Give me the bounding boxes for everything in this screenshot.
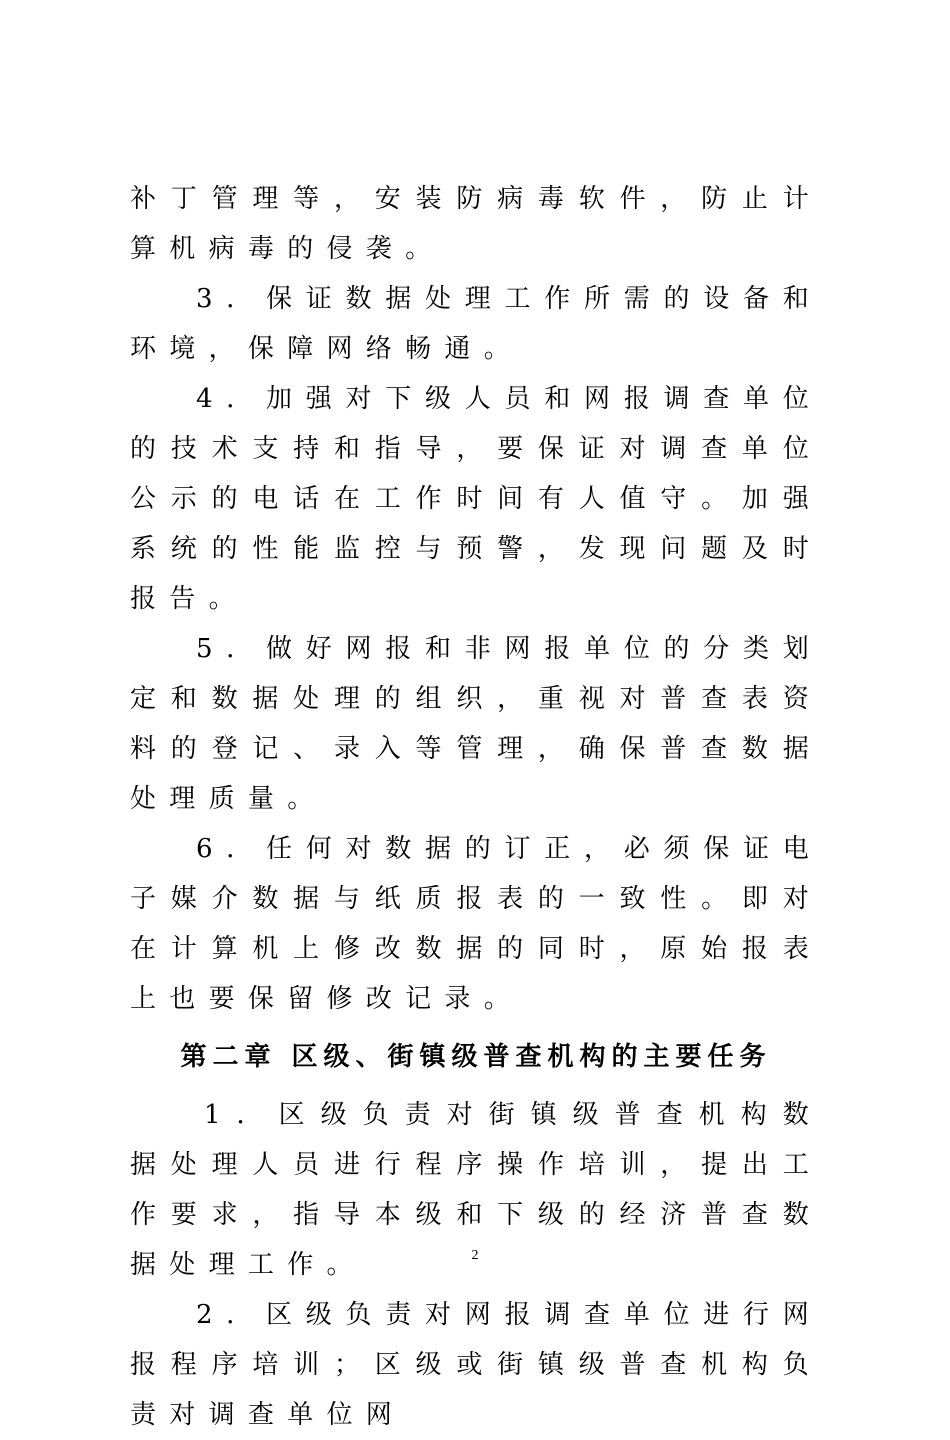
chapter-heading: 第二章 区级、街镇级普查机构的主要任务	[180, 1042, 772, 1072]
chapter-paragraph-item-2: 2．区级负责对网报调查单位进行网报程序培训；区级或街镇级普查机构负责对调查单位网	[130, 1300, 822, 1430]
page-number: 2	[471, 1248, 479, 1263]
paragraph-item-3: 3．保证数据处理工作所需的设备和环境，保障网络畅通。	[130, 284, 822, 364]
paragraph-item-6: 6．任何对数据的订正，必须保证电子媒介数据与纸质报表的一致性。即对在计算机上修改数据的同时，原始报表上也要保留修改记录。	[130, 834, 822, 1014]
paragraph-item-5: 5．做好网报和非网报单位的分类划定和数据处理的组织，重视对普查表资料的登记、录入等管理，确保普查数据处理质量。	[130, 634, 822, 814]
paragraph-item-4: 4．加强对下级人员和网报调查单位的技术支持和指导，要保证对调查单位公示的电话在工作时间有人值守。加强系统的性能监控与预警，发现问题及时报告。	[130, 384, 822, 614]
paragraph-continued: 补丁管理等，安装防病毒软件，防止计算机病毒的侵袭。	[130, 184, 822, 264]
chapter-paragraph-item-1: 1．区级负责对街镇级普查机构数据处理人员进行程序操作培训，提出工作要求，指导本级和下级的经济普查数据处理工作。	[130, 1100, 822, 1280]
